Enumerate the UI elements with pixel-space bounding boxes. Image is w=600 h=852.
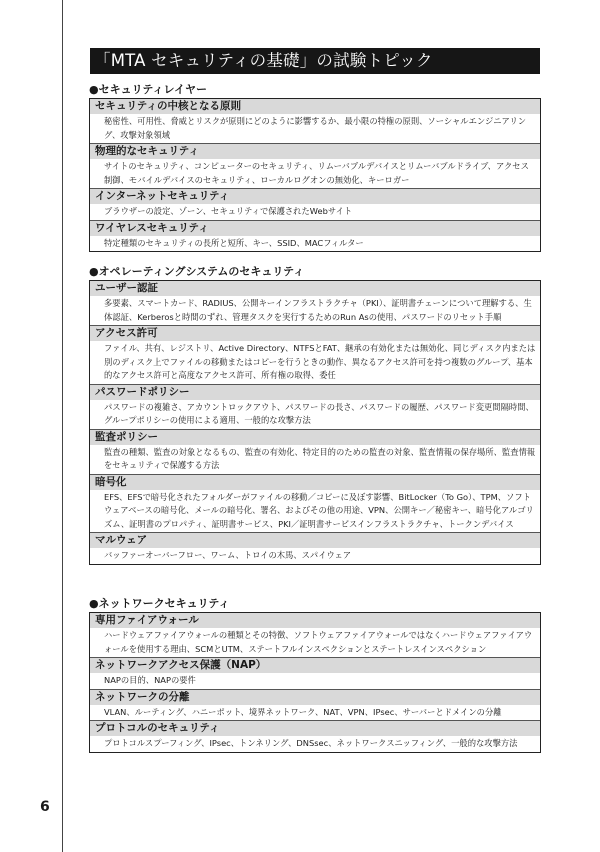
page-title: 「MTA セキュリティの基礎」の試験トピック xyxy=(90,48,540,74)
topic-body: サイトのセキュリティ、コンピューターのセキュリティ、リムーバブルデバイスとリムーバブルドライブ、アクセス制御、モバイルデバイスのセキュリティ、ローカルログオンの無効化、キーロガー xyxy=(104,161,529,185)
topic-table xyxy=(89,612,541,753)
topic-body: パスワードの複雑さ、アカウントロックアウト、パスワードの長さ、パスワードの履歴、パスワード変更間隔時間、グループポリシーの使用による適用、一般的な攻撃方法 xyxy=(104,401,534,425)
topic-title: 監査ポリシー xyxy=(90,430,540,445)
topic-title: ユーザー認証 xyxy=(90,281,540,296)
topic-title: ネットワークアクセス保護（NAP） xyxy=(90,658,540,673)
topic-row xyxy=(90,430,540,475)
topic-table xyxy=(89,98,541,252)
topic-row xyxy=(90,475,540,534)
topic-row xyxy=(90,281,540,326)
topic-title: 暗号化 xyxy=(90,475,540,490)
topic-title: セキュリティの中核となる原則 xyxy=(90,99,540,114)
topic-row xyxy=(90,144,540,189)
topic-body: 監査の種類、監査の対象となるもの、監査の有効化、特定目的のための監査の対象、監査情報の保存場所、監査情報をセキュリティで保護する方法 xyxy=(104,446,536,470)
topic-body: バッファーオーバーフロー、ワーム、トロイの木馬、スパイウェア xyxy=(104,550,352,560)
topic-body: 多要素、スマートカード、RADIUS、公開キーインフラストラクチャ（PKI）、証明書チェーンについて理解する、生体認証、Kerberosと時間のずれ、管理タスクを実行するためのRun Asの使用、パスワードのリセット手順 xyxy=(104,298,532,322)
topic-body: EFS、EFSで暗号化されたフォルダーがファイルの移動／コピーに及ぼす影響、BitLocker（To Go）、TPM、ソフトウェアベースの暗号化、メールの暗号化、署名、およびその他の用途、VPN、公開キー／秘密キー、暗号化アルゴリズム、証明書のプロパティ、証明書サービス、PKI／証明書サービスインフラストラクチャ、トークンデバイス xyxy=(104,491,534,529)
topic-body: ファイル、共有、レジストリ、Active Directory、NTFSとFAT、継承の有効化または無効化、同じディスク内または別のディスク上でファイルの移動またはコピーを行うときの動作、異なるアクセス許可を持つ複数のグループ、基本的なアクセス許可と高度なアクセス許可、所有権の取得、委任 xyxy=(104,343,536,380)
topic-row xyxy=(90,221,540,252)
section-network-security xyxy=(89,596,541,753)
section-security-layers xyxy=(89,82,541,252)
topic-body: VLAN、ルーティング、ハニーポット、境界ネットワーク、NAT、VPN、IPsec、サーバーとドメインの分離 xyxy=(104,706,502,717)
topic-row xyxy=(90,99,540,144)
topic-row xyxy=(90,385,540,430)
topic-row xyxy=(90,613,540,658)
topic-title: パスワードポリシー xyxy=(90,385,540,400)
topic-title: アクセス許可 xyxy=(90,326,540,341)
topic-body: ハードウェアファイアウォールの種類とその特徴、ソフトウェアファイアウォールではなくハードウェアファイアウォールを使用する理由、SCMとUTM、ステートフルインスペクションとステートレスインスペクション xyxy=(104,630,533,654)
topic-row xyxy=(90,189,540,221)
topic-title: ワイヤレスセキュリティ xyxy=(90,221,540,236)
topic-title: インターネットセキュリティ xyxy=(90,189,540,204)
section-heading: ●ネットワークセキュリティ xyxy=(89,597,230,610)
topic-body: プロトコルスプーフィング、IPsec、トンネリング、DNSsec、ネットワークスニッフィング、一般的な攻撃方法 xyxy=(104,738,518,748)
topic-body: 特定種類のセキュリティの長所と短所、キー、SSID、MACフィルター xyxy=(104,237,364,248)
margin-rule xyxy=(62,0,63,852)
section-heading: ●セキュリティレイヤー xyxy=(89,83,207,96)
topic-title: 専用ファイアウォール xyxy=(90,613,540,628)
topic-body: ブラウザーの設定、ゾーン、セキュリティで保護されたWebサイト xyxy=(104,206,353,216)
topic-body: 秘密性、可用性、脅威とリスクが原則にどのように影響するか、最小限の特権の原則、ソーシャルエンジニアリング、攻撃対象領域 xyxy=(104,116,527,140)
page-number: 6 xyxy=(40,799,50,815)
section-heading: ●オペレーティングシステムのセキュリティ xyxy=(89,265,305,278)
topic-row xyxy=(90,721,540,752)
topic-table xyxy=(89,280,541,565)
section-os-security xyxy=(89,264,541,565)
topic-body: NAPの目的、NAPの要件 xyxy=(104,675,196,685)
topic-title: マルウェア xyxy=(90,533,540,548)
topic-row xyxy=(90,326,540,385)
topic-row xyxy=(90,533,540,564)
topic-row xyxy=(90,690,540,722)
topic-title: 物理的なセキュリティ xyxy=(90,144,540,159)
topic-title: プロトコルのセキュリティ xyxy=(90,721,540,736)
topic-row xyxy=(90,658,540,690)
topic-title: ネットワークの分離 xyxy=(90,690,540,705)
